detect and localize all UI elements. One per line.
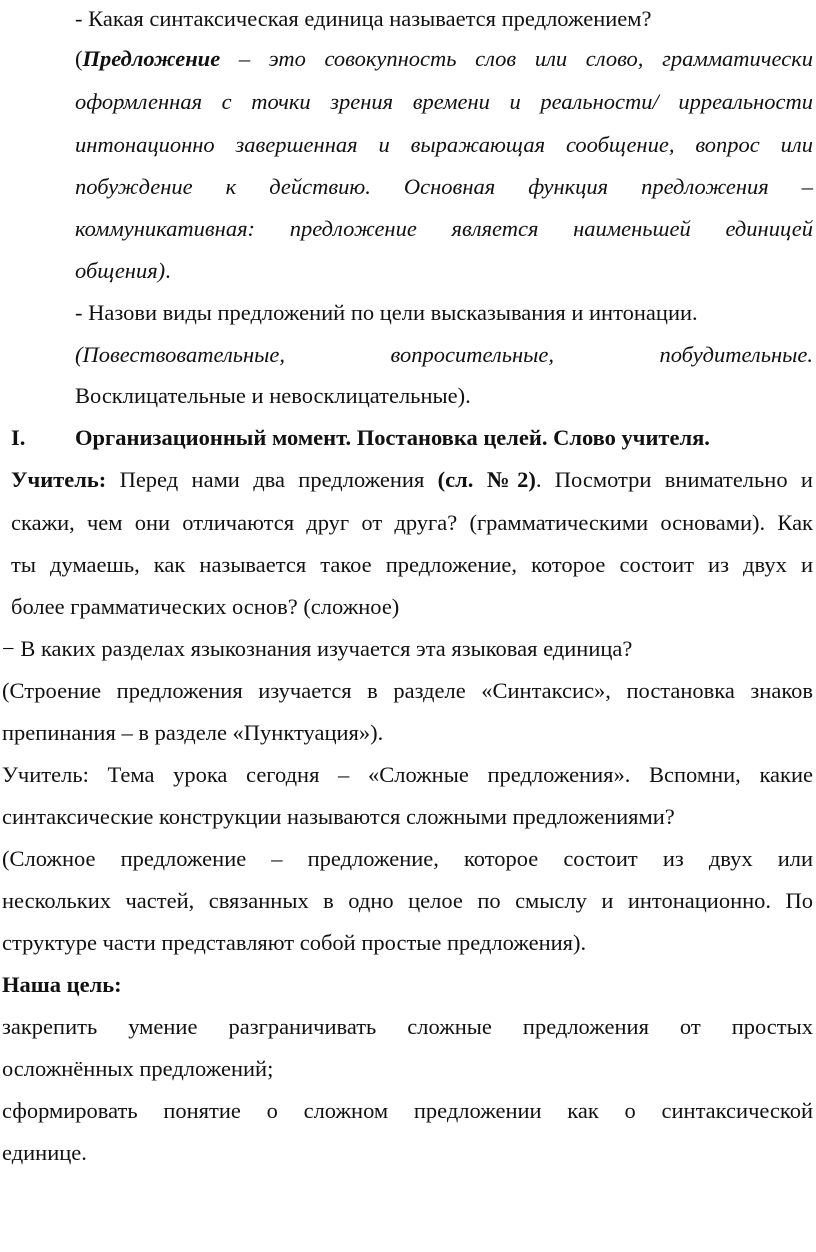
type-interrogative: вопросительные, [390,342,554,367]
slide-reference: (сл. №2) [437,467,536,492]
answer-4-line-1: (Сложное предложение – предложение, которое состоит из двух или [2,846,813,871]
goal-title: Наша цель: [2,972,122,997]
teacher-2-line-1: Учитель: Тема урока сегодня – «Сложные предложения». Вспомни, какие [2,762,813,787]
answer-4-line-3: структуре части представляют собой простые предложения). [2,930,587,955]
answer-4-line-2: нескольких частей, связанных в одно целое по смыслу и интонационно. По [2,888,813,913]
answer-3-line-1: (Строение предложения изучается в разделе «Синтаксис», постановка знаков [2,678,813,703]
teacher-line-3: ты думаешь, как называется такое предложение, которое состоит из двух и [11,552,813,577]
definition-line-1 [75,44,813,74]
teacher-line-4: более грамматических основ? (сложное) [11,594,400,619]
teacher-line-2: скажи, чем они отличаются друг от друга? (грамматическими основами). Как [11,510,813,535]
goal-1-line-1: закрепить умение разграничивать сложные предложения от простых [2,1014,813,1039]
definition-text-1: – это совокупность слов или слово, грамматически [220,46,813,71]
teacher-text-1: Перед нами два предложения [106,467,438,492]
teacher-line-1 [11,465,813,495]
type-narrative: (Повествовательные, [75,342,286,367]
definition-line-5: коммуникативная: предложение является наименьшей единицей [75,216,813,241]
answer-3-line-2: препинания – в разделе «Пунктуация»). [2,720,384,745]
question-2: - Назови виды предложений по цели высказывания и интонации. [75,300,698,325]
question-1: - Какая синтаксическая единица называется предложением? [75,6,652,31]
type-imperative: побудительные. [659,342,813,367]
goal-2-line-1: сформировать понятие о сложном предложении как о синтаксической [2,1098,813,1123]
teacher-text-2: . Посмотри внимательно и [535,467,813,492]
definition-open-paren: ( [75,46,83,71]
teacher-2-line-2: синтаксические конструкции называются сложными предложениями? [2,804,675,829]
definition-line-6 [75,256,171,286]
goal-2-line-2: единице. [2,1140,87,1165]
section-title: Организационный момент. Постановка целей. Слово учителя. [75,425,710,450]
question-3: − В каких разделах языкознания изучается эта языковая единица? [2,636,633,661]
definition-line-4: побуждение к действию. Основная функция предложения – [75,174,813,199]
definition-line-3: интонационно завершенная и выражающая сообщение, вопрос или [75,132,813,157]
sentence-types-line-1 [75,340,813,370]
goal-1-line-2: осложнённых предложений; [2,1056,274,1081]
definition-text-6: общения) [75,258,166,283]
definition-end: . [165,258,171,283]
section-number: I. [11,425,26,450]
definition-line-2: оформленная с точки зрения времени и реальности/ ирреальности [75,89,813,114]
teacher-label: Учитель: [11,467,107,492]
definition-term: Предложение [82,46,221,71]
sentence-types-line-2: Восклицательные и невосклицательные). [75,383,471,408]
